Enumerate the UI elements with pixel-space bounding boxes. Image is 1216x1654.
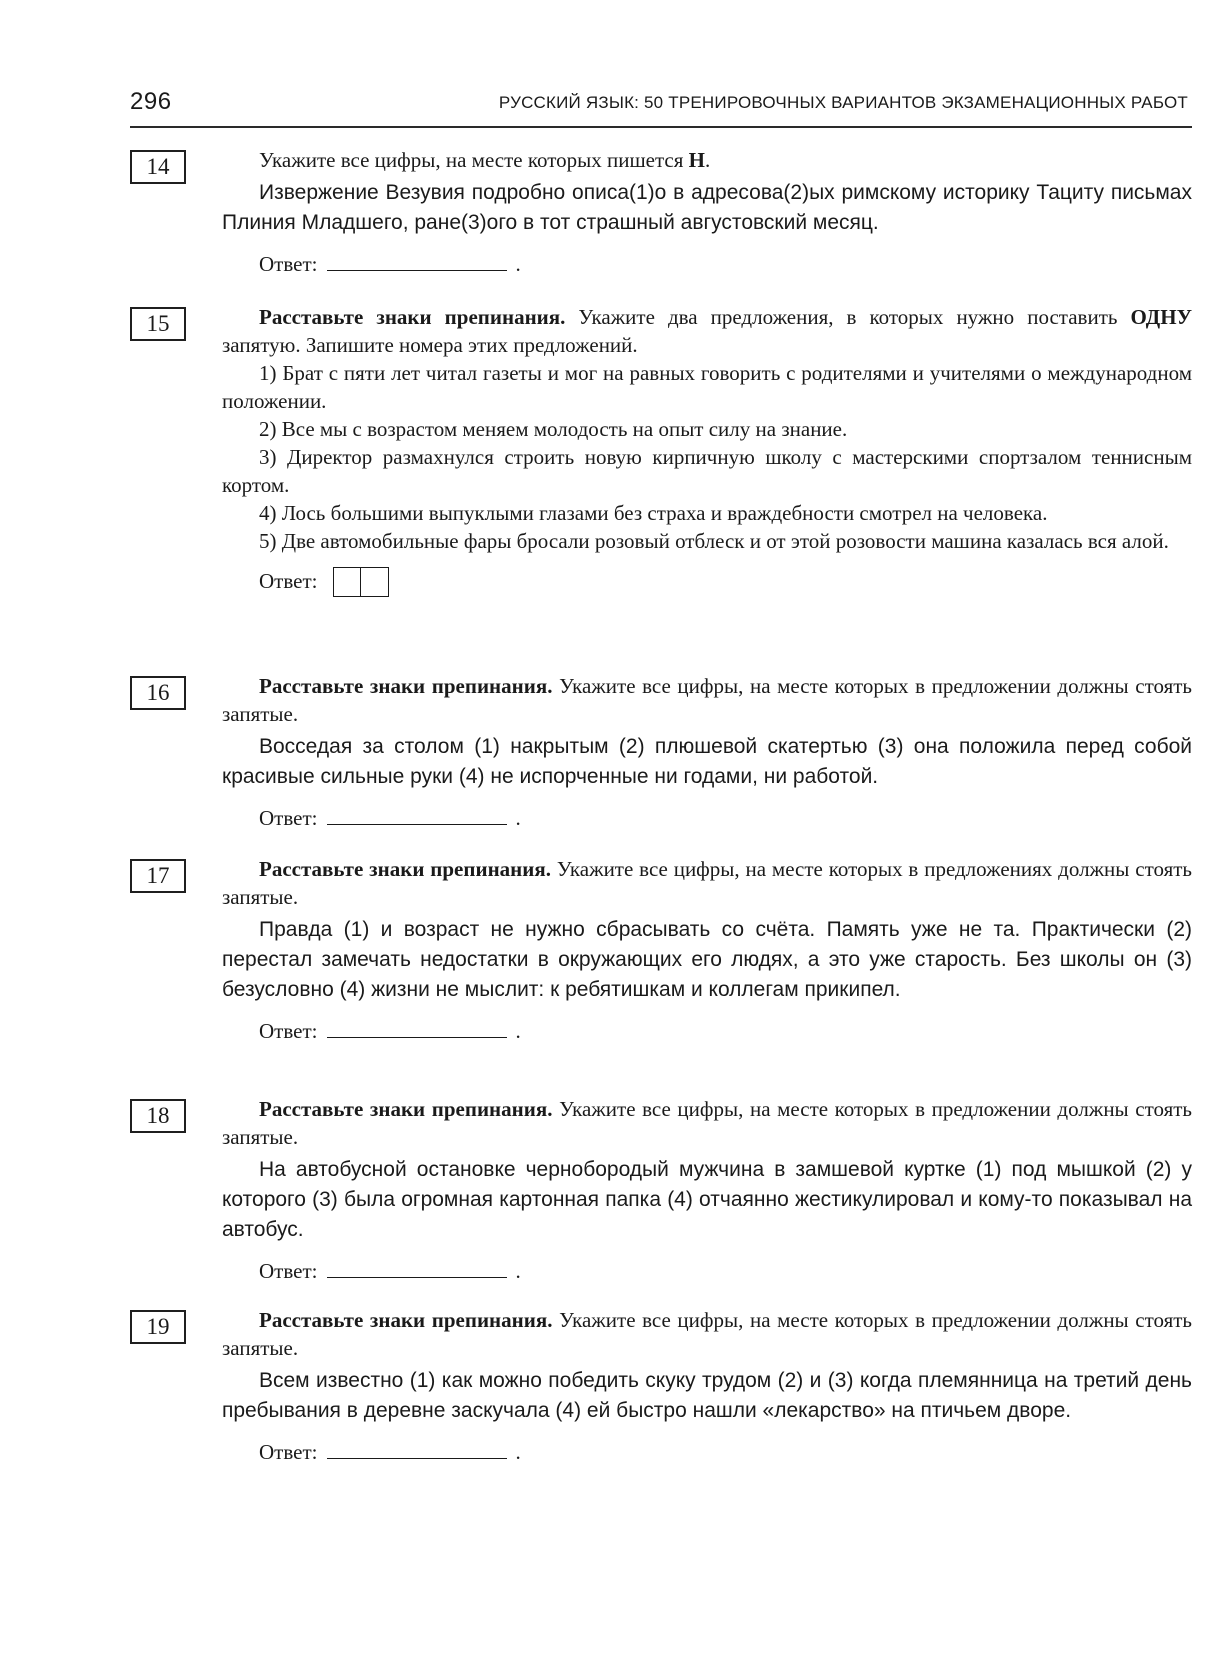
task-content xyxy=(222,1095,1192,1285)
task-text: На автобусной остановке чернобородый мужчина в замшевой куртке (1) под мышкой (2) у которого (3) была огромная картонная папка (4) отчаянно жестикулировал и кому-то показывал на автобус. xyxy=(222,1158,1192,1241)
task-text: Восседая за столом (1) накрытым (2) плюшевой скатертью (3) она положила перед собой красивые сильные руки (4) не испорченные ни годами, ни работой. xyxy=(222,735,1192,788)
task-instruction xyxy=(222,303,1192,359)
task-content xyxy=(222,855,1192,1045)
task-content xyxy=(222,303,1192,597)
instruction-bold: Расставьте знаки препинания. xyxy=(259,857,551,881)
answer-input-line[interactable] xyxy=(327,1261,507,1278)
answer-label: Ответ: xyxy=(259,1019,318,1043)
answer-end: . xyxy=(515,1440,521,1464)
task-number-box: 14 xyxy=(130,150,186,184)
task-instruction xyxy=(222,855,1192,911)
task-text: Всем известно (1) как можно победить скуку трудом (2) и (3) когда племянница на третий день пребывания в деревне заскучала (4) ей быстро нашли «лекарство» на птичьем дворе. xyxy=(222,1369,1192,1422)
task-instruction xyxy=(222,146,1192,174)
instruction-bold: Расставьте знаки препинания. xyxy=(259,305,566,329)
answer-input-line[interactable] xyxy=(327,808,507,825)
answer-label: Ответ: xyxy=(259,1440,318,1464)
instruction-bold: Расставьте знаки препинания. xyxy=(259,1308,553,1332)
instruction-text: Укажите два предложения, в которых нужно поставить xyxy=(565,305,1131,329)
instruction-text: Укажите все цифры, на месте которых в предложении должны стоять запятые. xyxy=(222,674,1192,726)
task-number-box: 18 xyxy=(130,1099,186,1133)
page-number: 296 xyxy=(130,88,172,115)
answer-row xyxy=(259,567,1192,597)
sentence-1: 1) Брат с пяти лет читал газеты и мог на равных говорить с родителями и учителями о международном положении. xyxy=(222,361,1192,413)
task-instruction xyxy=(222,1306,1192,1362)
sentence-4: 4) Лось большими выпуклыми глазами без страха и враждебности смотрел на человека. xyxy=(259,501,1048,525)
instruction-text: Укажите все цифры, на месте которых в предложении должны стоять запятые. xyxy=(222,1097,1192,1149)
answer-row xyxy=(259,1257,1192,1285)
instruction-bold: Расставьте знаки препинания. xyxy=(259,674,553,698)
sentence-2: 2) Все мы с возрастом меняем молодость на опыт силу на знание. xyxy=(259,417,848,441)
answer-row xyxy=(259,804,1192,832)
answer-cells xyxy=(333,567,389,597)
answer-end: . xyxy=(515,806,521,830)
answer-cell-2[interactable] xyxy=(361,567,389,597)
task-text: Извержение Везувия подробно описа(1)о в адресова(2)ых римскому историку Тациту письмах Плиния Младшего, ране(3)ого в тот страшный августовский месяц. xyxy=(222,181,1192,234)
answer-end: . xyxy=(515,1019,521,1043)
answer-input-line[interactable] xyxy=(327,1021,507,1038)
instruction-text: Укажите все цифры, на месте которых в предложениях должны стоять запятые. xyxy=(222,857,1192,909)
answer-cell-1[interactable] xyxy=(333,567,361,597)
task-number-box: 15 xyxy=(130,307,186,341)
running-title: РУССКИЙ ЯЗЫК: 50 ТРЕНИРОВОЧНЫХ ВАРИАНТОВ ЭКЗАМЕНАЦИОННЫХ РАБОТ xyxy=(498,93,1188,112)
instruction-text-2: запятую. Запишите номера этих предложений. xyxy=(222,333,638,357)
task-content xyxy=(222,1306,1192,1466)
task-instruction-text: Укажите все цифры, на месте которых пишется Н. xyxy=(259,148,711,172)
task-number-box: 16 xyxy=(130,676,186,710)
answer-label: Ответ: xyxy=(259,569,318,593)
answer-end: . xyxy=(515,1259,521,1283)
task-content xyxy=(222,146,1192,278)
answer-input-line[interactable] xyxy=(327,254,507,271)
task-text: Правда (1) и возраст не нужно сбрасывать со счёта. Память уже не та. Практически (2) перестал замечать недостатки в окружающих его людях, а это уже старость. Без школы он (3) безусловно (4) жизни не мыслит: к ребятишкам и коллегам прикипел. xyxy=(222,918,1192,1001)
sentence-3: 3) Директор размахнулся строить новую кирпичную школу с мастерскими спортзалом теннисным кортом. xyxy=(222,445,1192,497)
answer-row xyxy=(259,1438,1192,1466)
task-content xyxy=(222,672,1192,832)
answer-row xyxy=(259,1017,1192,1045)
task-number-box: 17 xyxy=(130,859,186,893)
instruction-text: Укажите все цифры, на месте которых в предложении должны стоять запятые. xyxy=(222,1308,1192,1360)
answer-end: . xyxy=(515,252,521,276)
sentence-5: 5) Две автомобильные фары бросали розовый отблеск и от этой розовости машина казалась вся алой. xyxy=(259,529,1169,553)
answer-row xyxy=(259,250,1192,278)
answer-label: Ответ: xyxy=(259,252,318,276)
page-header xyxy=(130,84,1192,128)
task-number-box: 19 xyxy=(130,1310,186,1344)
instruction-bold: Расставьте знаки препинания. xyxy=(259,1097,553,1121)
answer-label: Ответ: xyxy=(259,806,318,830)
answer-input-line[interactable] xyxy=(327,1442,507,1459)
task-instruction xyxy=(222,1095,1192,1151)
instruction-bold-2: ОДНУ xyxy=(1130,305,1192,329)
task-instruction xyxy=(222,672,1192,728)
answer-label: Ответ: xyxy=(259,1259,318,1283)
